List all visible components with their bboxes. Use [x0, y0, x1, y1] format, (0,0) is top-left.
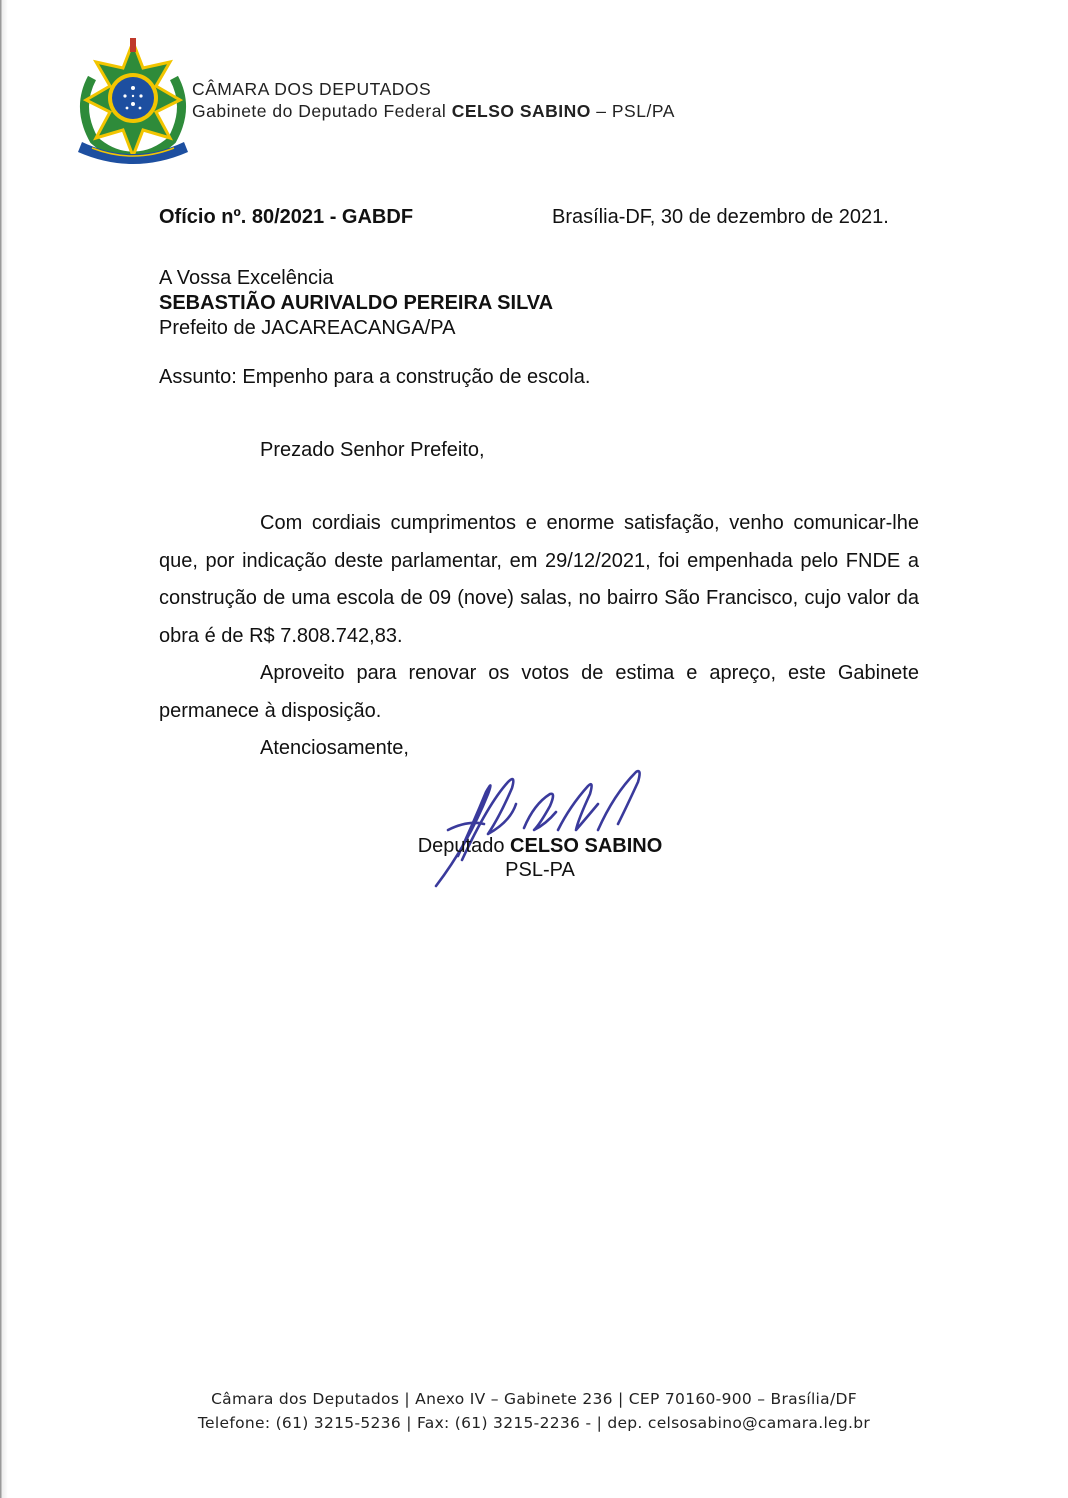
greeting: Prezado Senhor Prefeito, — [260, 439, 485, 461]
letterhead — [192, 79, 675, 122]
recipient-block — [159, 266, 553, 341]
place-date: Brasília-DF, 30 de dezembro de 2021. — [552, 206, 889, 228]
closing: Atenciosamente, — [260, 737, 409, 759]
deputy-name: CELSO SABINO — [451, 100, 591, 121]
signature-block — [400, 834, 680, 882]
footer-contact: Telefone: (61) 3215-5236 | Fax: (61) 3215-2236 - | dep. celsosabino@camara.leg.br — [197, 1414, 871, 1432]
signatory-line — [400, 834, 680, 858]
body-paragraph: Com cordiais cumprimentos e enorme satisfação, venho comunicar-lhe que, por indicação deste parlamentar, em 29/12/2021, foi empenhada pelo FNDE a construção de uma escola de 09 (nove) salas, no bairro São Francisco, cujo valor da obra é de R$ 7.808.742,83. — [159, 512, 919, 647]
page-edge — [0, 0, 8, 1498]
letter-body — [159, 505, 919, 768]
body-paragraph: Aproveito para renovar os votos de estima e apreço, este Gabinete permanece à disposição. — [159, 662, 919, 722]
office-prefix: Gabinete do Deputado Federal — [192, 100, 447, 121]
letter-number: Ofício nº. 80/2021 - GABDF — [159, 206, 414, 228]
reference-line — [159, 206, 919, 229]
subject-line: Assunto: Empenho para a construção de escola. — [159, 366, 591, 388]
footer-address: Câmara dos Deputados | Anexo IV – Gabinete 236 | CEP 70160-900 – Brasília/DF — [211, 1390, 857, 1408]
signatory-party: PSL-PA — [505, 859, 575, 881]
recipient-salutation: A Vossa Excelência — [159, 267, 334, 289]
office-suffix: – PSL/PA — [596, 100, 675, 121]
recipient-title: Prefeito de JACAREACANGA/PA — [159, 317, 456, 339]
office-line — [192, 101, 675, 123]
brazil-coat-of-arms-icon — [72, 38, 194, 164]
institution-name: CÂMARA DOS DEPUTADOS — [192, 79, 432, 99]
signatory-name: CELSO SABINO — [510, 835, 663, 857]
signatory-title: Deputado — [417, 835, 505, 857]
recipient-name: SEBASTIÃO AURIVALDO PEREIRA SILVA — [159, 292, 554, 314]
